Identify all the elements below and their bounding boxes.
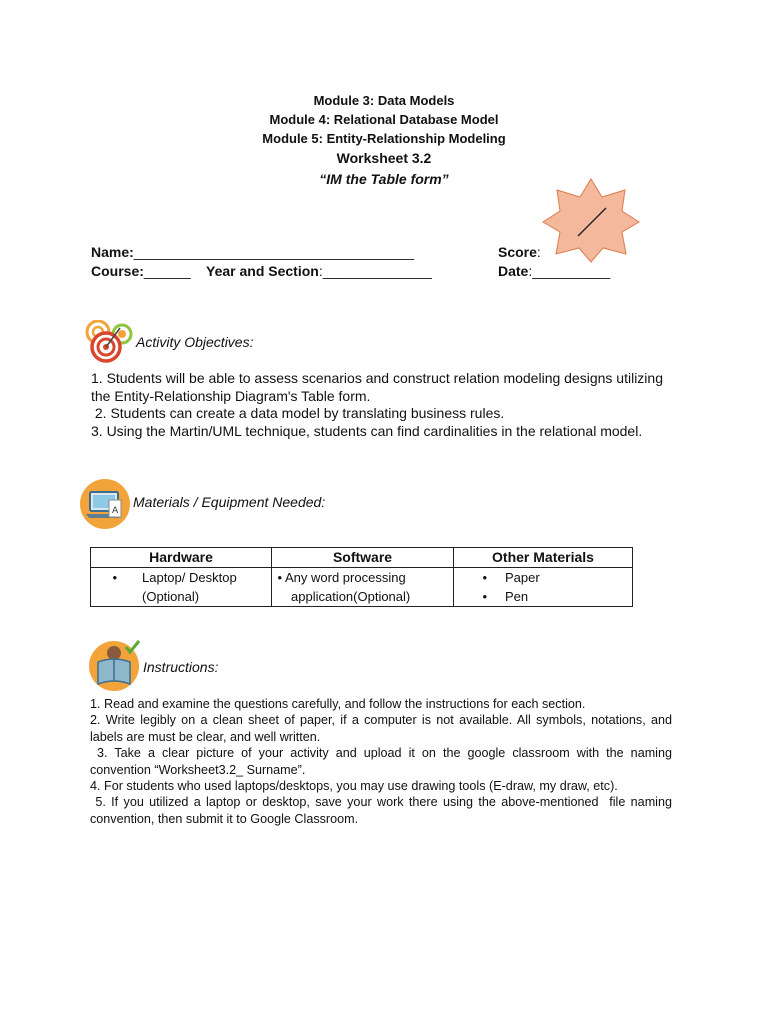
bullet: • — [112, 570, 117, 585]
date-blank: :__________ — [528, 263, 611, 279]
table-row — [91, 568, 633, 607]
instruction-item: 2. Write legibly on a clean sheet of paper, if a computer is not available. All symbols, notations, and labels are must be clear, and well written. — [90, 713, 672, 744]
score-label: Score — [498, 244, 537, 260]
name-blank: ____________________________________ — [133, 244, 415, 260]
instruction-item: 1. Read and examine the questions carefully, and follow the instructions for each section. — [90, 697, 586, 711]
instruction-item: 3. Take a clear picture of your activity and upload it on the google classroom with the naming convention “Worksheet3.2_ Surname”. — [90, 746, 676, 777]
list-item — [91, 587, 271, 606]
module-5-title: Module 5: Entity-Relationship Modeling — [262, 131, 506, 146]
other-item-paper: Paper — [505, 570, 540, 585]
other-materials-cell — [454, 568, 633, 607]
instructions-title: Instructions: — [143, 659, 219, 675]
table-header-row — [91, 548, 633, 568]
bullet: • — [277, 570, 282, 585]
year-section-field[interactable] — [206, 263, 432, 279]
year-section-blank: :______________ — [318, 263, 432, 279]
other-materials-header: Other Materials — [454, 548, 633, 568]
course-label: Course: — [91, 263, 144, 279]
objective-item: 1. Students will be able to assess scenarios and construct relation modeling designs utilizing the Entity-Relationship Diagram's Table form. — [91, 370, 663, 404]
hardware-item-note: (Optional) — [142, 589, 200, 604]
year-section-label: Year and Section — [206, 263, 319, 279]
laptop-icon — [79, 478, 131, 530]
score-colon: : — [536, 244, 541, 260]
bullet: • — [482, 570, 487, 585]
list-item — [454, 587, 632, 606]
module-4-title: Module 4: Relational Database Model — [269, 112, 499, 127]
instruction-item: 5. If you utilized a laptop or desktop, save your work there using the above-mentioned file naming convention, then submit it to Google Classroom. — [90, 795, 676, 826]
instructions-book-icon — [88, 638, 144, 694]
software-cell — [272, 568, 454, 607]
list-item — [272, 568, 453, 587]
name-label: Name: — [91, 244, 134, 260]
software-item: Any word processing — [285, 570, 406, 585]
svg-text:A: A — [112, 506, 119, 516]
objective-item: 3. Using the Martin/UML technique, students can find cardinalities in the relational model. — [91, 422, 643, 439]
worksheet-subtitle: “IM the Table form” — [319, 171, 449, 187]
bullet: • — [482, 589, 487, 604]
materials-title: Materials / Equipment Needed: — [133, 494, 326, 510]
target-icon — [84, 320, 136, 364]
objectives-list — [91, 370, 671, 440]
other-item-pen: Pen — [505, 589, 529, 604]
materials-table — [90, 547, 633, 607]
objective-item: 2. Students can create a data model by translating business rules. — [91, 405, 505, 421]
instruction-item: 4. For students who used laptops/desktops, you may use drawing tools (E-draw, my draw, etc). — [90, 779, 618, 794]
course-field[interactable] — [91, 263, 191, 279]
module-3-title: Module 3: Data Models — [313, 93, 455, 108]
list-item — [272, 587, 453, 606]
hardware-header: Hardware — [91, 548, 272, 568]
name-field[interactable] — [91, 244, 414, 260]
software-header: Software — [272, 548, 454, 568]
instructions-list — [90, 696, 676, 827]
date-field[interactable] — [498, 263, 610, 279]
score-field[interactable] — [498, 244, 541, 260]
list-item — [454, 568, 632, 587]
date-label: Date — [498, 263, 529, 279]
score-star-icon — [542, 177, 640, 263]
course-blank: ______ — [143, 263, 191, 279]
objectives-title: Activity Objectives: — [136, 334, 254, 350]
software-item-note: application(Optional) — [291, 589, 411, 604]
list-item — [91, 568, 271, 587]
hardware-item: Laptop/ Desktop — [142, 570, 237, 585]
worksheet-title: Worksheet 3.2 — [336, 150, 432, 166]
hardware-cell — [91, 568, 272, 607]
